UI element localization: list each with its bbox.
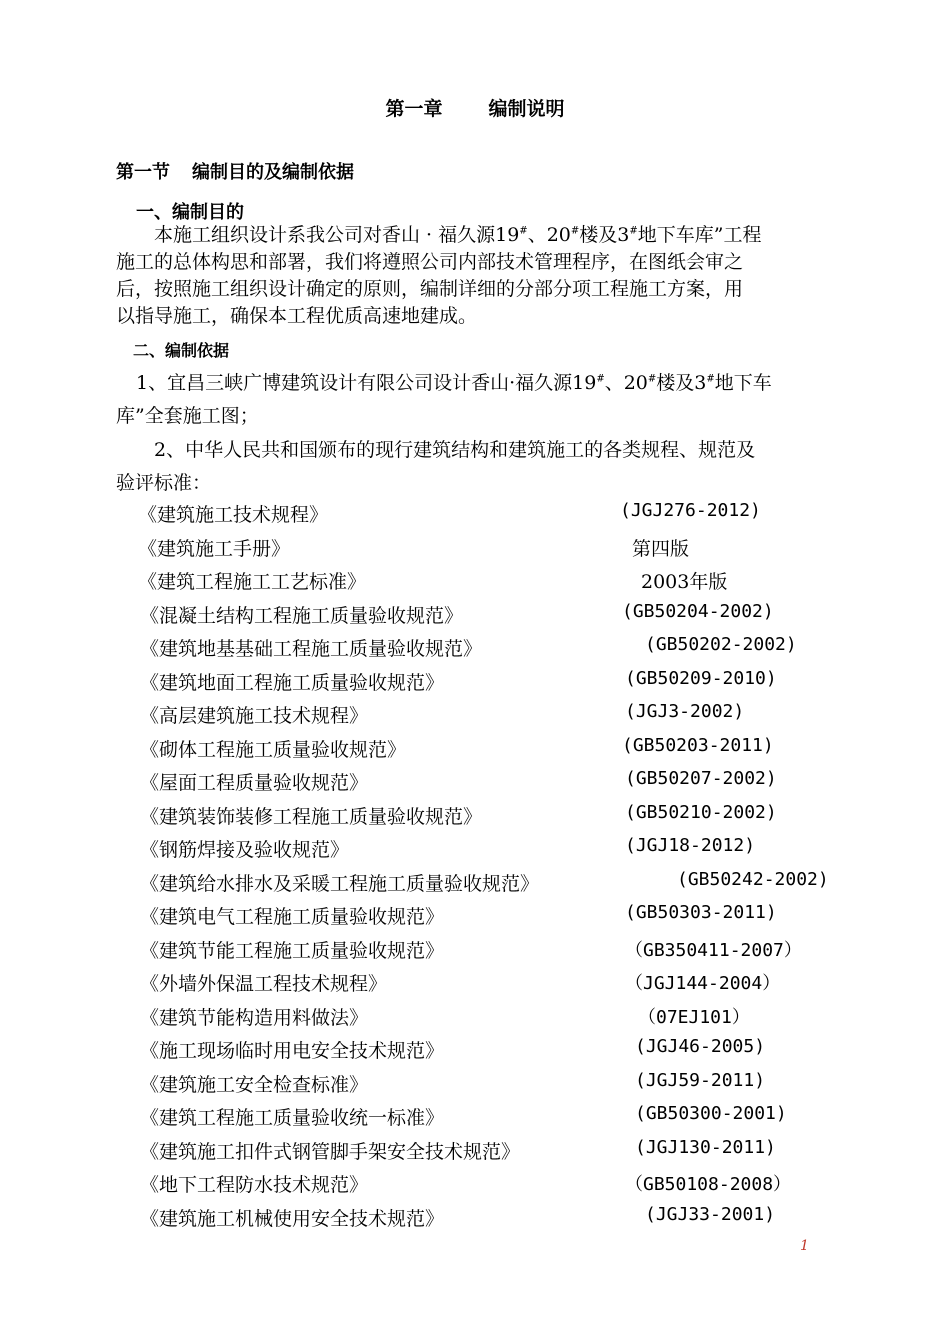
standard-code: (GB50207-2002) (625, 768, 777, 789)
standard-title: 《建筑工程施工工艺标准》 (138, 571, 367, 593)
standard-title: 《钢筋焊接及验收规范》 (140, 839, 350, 861)
standard-row (0, 802, 950, 835)
standard-code: (JGJ18-2012) (625, 835, 756, 856)
standard-row (0, 634, 950, 667)
purpose-heading: 一、编制目的 (136, 202, 244, 223)
standard-row (0, 701, 950, 734)
standard-code: 2003年版 (641, 571, 728, 593)
standard-title: 《建筑地基基础工程施工质量验收规范》 (140, 638, 483, 660)
standard-title: 《建筑给水排水及采暖工程施工质量验收规范》 (140, 873, 540, 895)
standard-row (0, 1170, 950, 1203)
standard-title: 《建筑电气工程施工质量验收规范》 (140, 906, 445, 928)
standard-row (0, 1204, 950, 1237)
chapter-number: 第一章 (385, 98, 443, 120)
standard-title: 《建筑施工技术规程》 (138, 504, 329, 526)
standard-title: 《建筑工程施工质量验收统一标准》 (140, 1107, 445, 1129)
standard-row (0, 1103, 950, 1136)
purpose-paragraph (116, 222, 761, 330)
chapter-title: 编制说明 (488, 98, 565, 120)
standard-title: 《建筑节能构造用料做法》 (140, 1007, 369, 1029)
standard-code: (JGJ46-2005) (635, 1036, 766, 1057)
standard-code: (GB50203-2011) (622, 735, 774, 756)
basis-item-2-line-1: 2、中华人民共和国颁布的现行建筑结构和建筑施工的各类规程、规范及 (154, 439, 756, 461)
standard-row (0, 534, 950, 567)
standard-code: (GB50209-2010) (625, 668, 777, 689)
standard-title: 《建筑装饰装修工程施工质量验收规范》 (140, 806, 483, 828)
standard-code: （GB50108-2008） (625, 1174, 792, 1195)
section-number: 第一节 (116, 162, 170, 183)
standard-row (0, 567, 950, 600)
section-heading (116, 158, 354, 184)
standard-row (0, 969, 950, 1002)
standard-title: 《建筑地面工程施工质量验收规范》 (140, 672, 445, 694)
basis-item-1-line-2: 库”全套施工图； (116, 405, 259, 427)
standard-code: （JGJ144-2004） (625, 973, 781, 994)
standard-code: (JGJ33-2001) (645, 1204, 776, 1225)
chapter-heading (0, 94, 950, 121)
standard-code: (JGJ276-2012) (620, 500, 761, 521)
basis-item-1-line-1: 1、宜昌三峡广博建筑设计有限公司设计香山·福久源19#、20#楼及3#地下车 (136, 372, 772, 394)
standard-code: (GB50300-2001) (635, 1103, 787, 1124)
purpose-line-3: 后，按照施工组织设计确定的原则，编制详细的分部分项工程施工方案，用 (116, 278, 744, 300)
standard-row (0, 1070, 950, 1103)
standard-code: （GB350411-2007） (625, 940, 802, 961)
standard-title: 《高层建筑施工技术规程》 (140, 705, 369, 727)
standard-code: (GB50202-2002) (645, 634, 797, 655)
standard-row (0, 768, 950, 801)
standard-title: 《建筑施工手册》 (138, 538, 291, 560)
standard-row (0, 902, 950, 935)
standard-title: 《屋面工程质量验收规范》 (140, 772, 369, 794)
standard-code: (GB50303-2011) (625, 902, 777, 923)
standard-row (0, 835, 950, 868)
standard-row (0, 1003, 950, 1036)
standard-code: (JGJ3-2002) (625, 701, 745, 722)
section-title: 编制目的及编制依据 (192, 162, 354, 183)
basis-heading: 二、编制依据 (133, 341, 230, 360)
standard-code: (GB50242-2002) (677, 869, 829, 890)
standard-title: 《施工现场临时用电安全技术规范》 (140, 1040, 445, 1062)
standard-row (0, 601, 950, 634)
standard-title: 《地下工程防水技术规范》 (140, 1174, 369, 1196)
standard-title: 《建筑施工安全检查标准》 (140, 1074, 369, 1096)
standard-title: 《建筑施工扣件式钢管脚手架安全技术规范》 (140, 1141, 521, 1163)
purpose-line-1: 本施工组织设计系我公司对香山 · 福久源19#、20#楼及3#地下车库”工程 (154, 224, 762, 246)
standard-code: 第四版 (632, 538, 690, 560)
standard-code: (GB50204-2002) (622, 601, 774, 622)
standard-title: 《砌体工程施工质量验收规范》 (140, 739, 407, 761)
standard-title: 《混凝土结构工程施工质量验收规范》 (140, 605, 464, 627)
basis-item-2-line-2: 验评标准： (116, 472, 212, 494)
page-number: 1 (800, 1238, 809, 1254)
standard-code: （07EJ101） (638, 1007, 750, 1028)
basis-item-2 (116, 434, 755, 500)
purpose-line-2: 施工的总体构思和部署，我们将遵照公司内部技术管理程序，在图纸会审之 (116, 251, 744, 273)
standard-row (0, 1137, 950, 1170)
standard-title: 《建筑施工机械使用安全技术规范》 (140, 1208, 445, 1230)
standard-row (0, 869, 950, 902)
standard-row (0, 1036, 950, 1069)
standard-code: (JGJ59-2011) (635, 1070, 766, 1091)
standard-row (0, 735, 950, 768)
standard-title: 《外墙外保温工程技术规程》 (140, 973, 388, 995)
standard-code: (GB50210-2002) (625, 802, 777, 823)
standard-row (0, 936, 950, 969)
standard-title: 《建筑节能工程施工质量验收规范》 (140, 940, 445, 962)
standard-row (0, 668, 950, 701)
standard-code: (JGJ130-2011) (635, 1137, 776, 1158)
standard-row (0, 500, 950, 533)
purpose-line-4: 以指导施工，确保本工程优质高速地建成。 (116, 305, 478, 327)
basis-item-1 (116, 367, 772, 433)
